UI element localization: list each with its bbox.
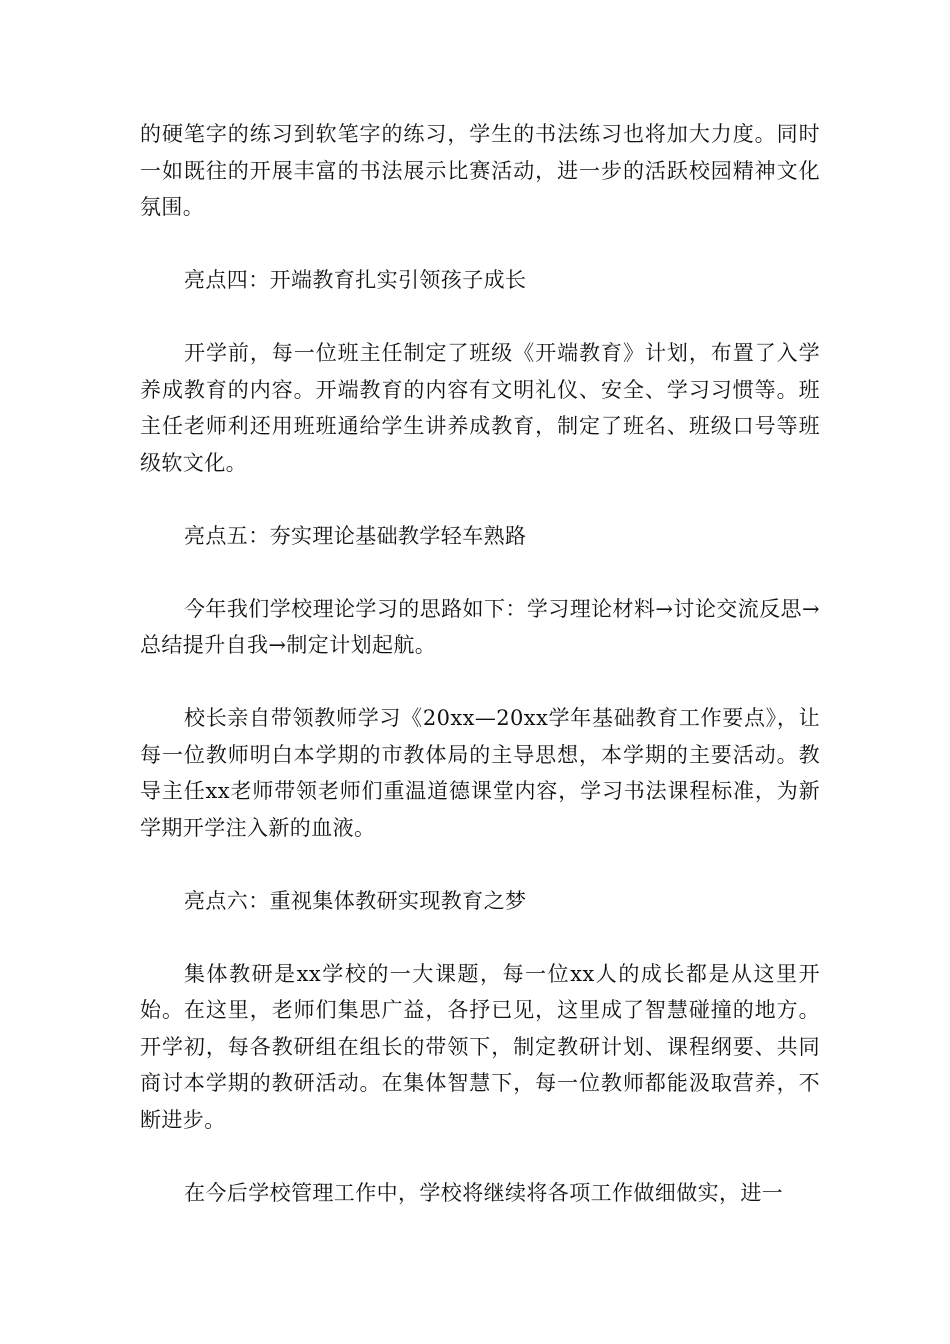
paragraph-orientation-education: 开学前，每一位班主任制定了班级《开端教育》计划，布置了入学养成教育的内容。开端教育的内容有文明礼仪、安全、学习习惯等。班主任老师利还用班班通给学生讲养成教育，制定了班名、班级口号等班级软文化。 — [140, 341, 820, 475]
document-page — [140, 116, 820, 1248]
paragraph-future-work: 在今后学校管理工作中，学校将继续将各项工作做细做实，进一 — [184, 1180, 784, 1205]
heading-highlight-five: 亮点五：夯实理论基础教学轻车熟路 — [184, 523, 527, 548]
paragraph-principal-study: 校长亲自带领教师学习《20xx—20xx学年基础教育工作要点》，让每一位教师明白本学期的市教体局的主导思想，本学期的主要活动。教导主任xx老师带领老师们重温道德课堂内容，学习书法课程标准，为新学期开学注入新的血液。 — [140, 706, 820, 840]
heading-highlight-four: 亮点四：开端教育扎实引领孩子成长 — [184, 268, 527, 292]
paragraph-theory-study: 今年我们学校理论学习的思路如下：学习理论材料→讨论交流反思→总结提升自我→制定计划起航。 — [140, 596, 820, 657]
heading-highlight-six: 亮点六：重视集体教研实现教育之梦 — [184, 888, 527, 913]
paragraph-collective-research: 集体教研是xx学校的一大课题，每一位xx人的成长都是从这里开始。在这里，老师们集思广益，各抒已见，这里成了智慧碰撞的地方。开学初，每各教研组在组长的带领下，制定教研计划、课程纲要、共同商讨本学期的教研活动。在集体智慧下，每一位教师都能汲取营养，不断进步。 — [140, 961, 820, 1132]
paragraph-continuation: 的硬笔字的练习到软笔字的练习，学生的书法练习也将加大力度。同时一如既往的开展丰富的书法展示比赛活动，进一步的活跃校园精神文化氛围。 — [140, 122, 820, 219]
